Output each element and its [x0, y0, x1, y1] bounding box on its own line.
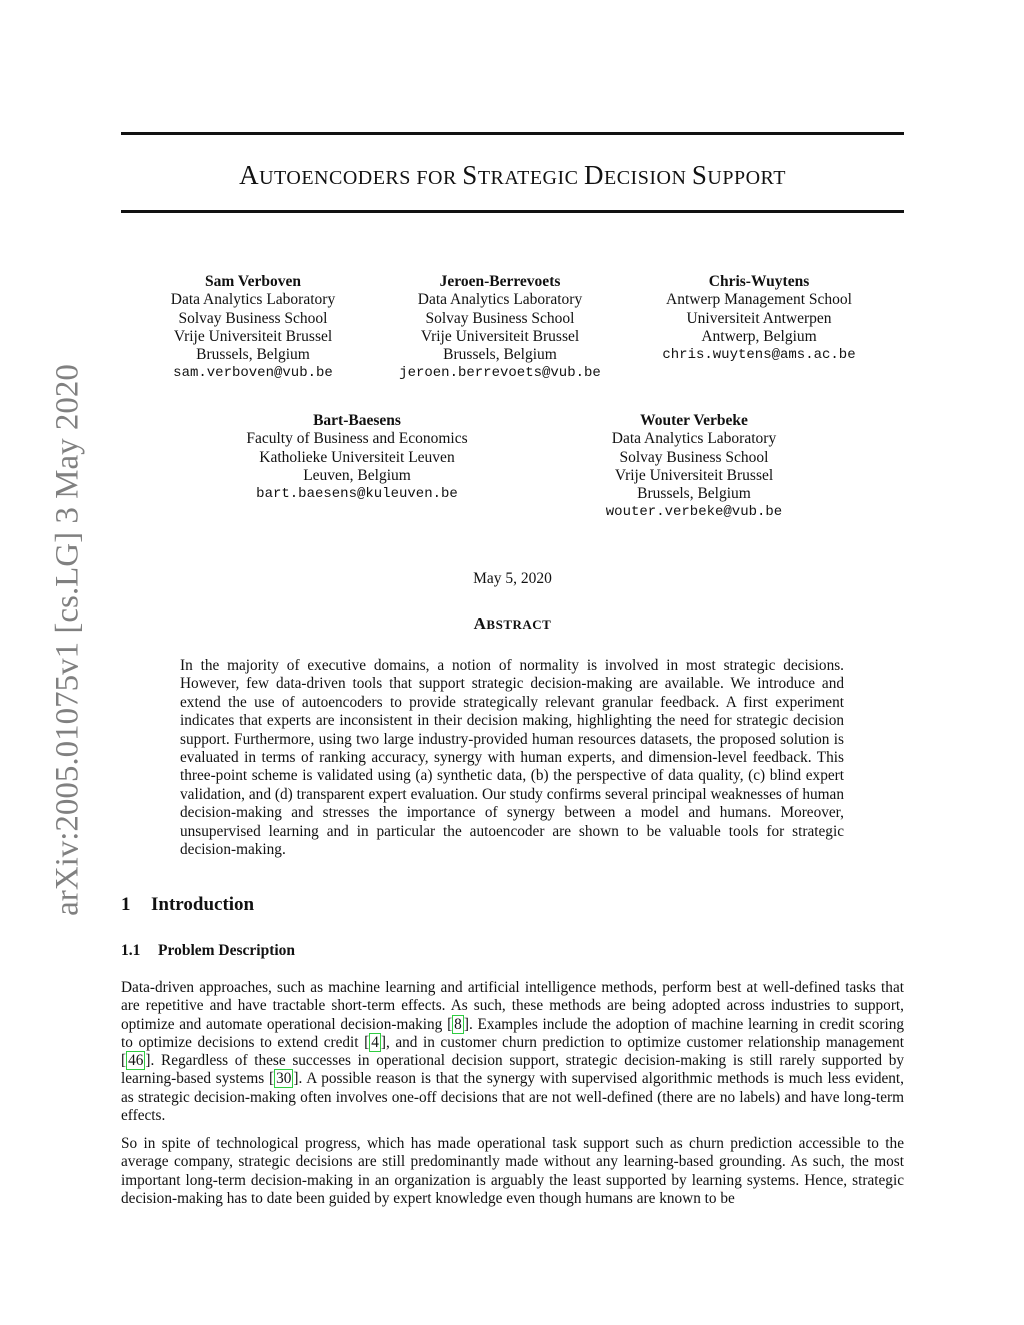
section-heading [121, 894, 254, 916]
author-block [650, 273, 868, 364]
abstract-heading: ABSTRACT [473, 614, 552, 633]
author-affiliation: Faculty of Business and Economics [246, 430, 468, 448]
author-name: Sam Verboven [204, 273, 302, 290]
abstract-text: In the majority of executive domains, a notion of normality is involved in most strategic decisions. However, few data-driven tools that support strategic decision-making are available. We introduce and extend the use of autoencoders to provide strategically relevant granular feedback. A first experiment indicates that experts are inconsistent in their decision making, highlighting the need for strategic decision support. Furthermore, using two large industry-provided human resources datasets, the proposed solution is evaluated in terms of ranking accuracy, synergy with human experts, and dimension-level feedback. This three-point scheme is validated using (a) synthetic data, (b) the perspective of data quality, (c) blind expert validation, and (d) transparent expert evaluation. Our study confirms several principal weaknesses of human decision-making and stresses the importance of synergy between a model and humans. Moreover, unsupervised learning and in particular the autoencoder are shown to be valuable tools for strategic decision-making. [180, 657, 844, 859]
author-name: Jeroen-Berrevoets [439, 273, 561, 290]
title-rule-bottom [121, 210, 904, 213]
subsection-number: 1.1 [121, 942, 141, 959]
author-email[interactable]: wouter.verbeke@vub.be [605, 504, 783, 521]
author-affiliation: Solvay Business School [619, 448, 769, 466]
author-affiliation: Solvay Business School [178, 309, 328, 327]
paper-title: AUTOENCODERS FOR STRATEGIC DECISION SUPPORT [239, 160, 786, 190]
author-affiliation: Data Analytics Laboratory [417, 291, 583, 309]
author-location: Brussels, Belgium [443, 346, 557, 364]
section-number: 1 [121, 894, 131, 915]
author-affiliation: Antwerp Management School [666, 291, 852, 309]
author-email[interactable]: jeroen.berrevoets@vub.be [399, 365, 601, 382]
author-affiliation: Data Analytics Laboratory [170, 291, 336, 309]
author-location: Antwerp, Belgium [701, 327, 817, 345]
author-affiliation: Data Analytics Laboratory [611, 430, 777, 448]
author-email[interactable]: bart.baesens@kuleuven.be [256, 486, 458, 503]
citation-link[interactable]: 46 [128, 1052, 144, 1070]
citation-link[interactable]: 30 [276, 1070, 292, 1088]
arxiv-stamp: arXiv:2005.01075v1 [cs.LG] 3 May 2020 [49, 364, 86, 916]
author-block [598, 412, 790, 522]
author-name: Bart-Baesens [313, 412, 401, 429]
author-location: Brussels, Belgium [196, 346, 310, 364]
author-email[interactable]: chris.wuytens@ams.ac.be [662, 347, 856, 364]
title-rule-top [121, 132, 904, 135]
author-affiliation: Vrije Universiteit Brussel [420, 327, 580, 345]
author-email[interactable]: sam.verboven@vub.be [173, 365, 333, 382]
author-affiliation: Vrije Universiteit Brussel [173, 327, 333, 345]
citation-link[interactable]: 4 [371, 1033, 379, 1051]
subsection-heading [121, 942, 295, 960]
paper-date: May 5, 2020 [473, 570, 552, 587]
author-name: Wouter Verbeke [640, 412, 748, 429]
section-title: Introduction [151, 894, 255, 915]
author-block [232, 412, 482, 503]
author-location: Leuven, Belgium [303, 466, 411, 484]
citation-link[interactable]: 8 [454, 1015, 462, 1033]
body-paragraph: So in spite of technological progress, which has made operational task support such as churn prediction accessible to the average company, strategic decisions are still predominantly made without any learning-based grounding. As such, the most important long-term decision-making in an organization is arguably the least supported by learning systems. Hence, strategic decision-making has to date been guided by expert knowledge even though humans are known to be [121, 1135, 904, 1207]
author-affiliation: Universiteit Antwerpen [686, 309, 832, 327]
author-name: Chris-Wuytens [708, 273, 810, 290]
author-location: Brussels, Belgium [637, 485, 751, 503]
author-affiliation: Vrije Universiteit Brussel [614, 466, 774, 484]
author-affiliation: Katholieke Universiteit Leuven [259, 448, 455, 466]
body-paragraph: Data-driven approaches, such as machine learning and artificial intelligence methods, perform best at well-defined tasks that are repetitive and have tractable short-term effects. As such, these methods are being adopted across industries to support, optimize and automate operational decision-making [ 8 ]. Examples include the adoption of machine learning in credit scoring to optimize decisions to extend credit [ 4 ], and in customer churn prediction to optimize customer relationship management [ 46 ]. Regardless of these successes in operational decision support, strategic decision-making is still rarely supported by learning-based systems [ 30 ]. A possible reason is that the synergy with supervised algorithmic methods is much less evident, as strategic decision-making often involves one-off decisions that are not well-defined (there are no labels) and have long-term effects. [121, 979, 904, 1125]
author-block [390, 273, 610, 383]
author-block [153, 273, 353, 383]
author-affiliation: Solvay Business School [425, 309, 575, 327]
subsection-title: Problem Description [158, 942, 296, 959]
